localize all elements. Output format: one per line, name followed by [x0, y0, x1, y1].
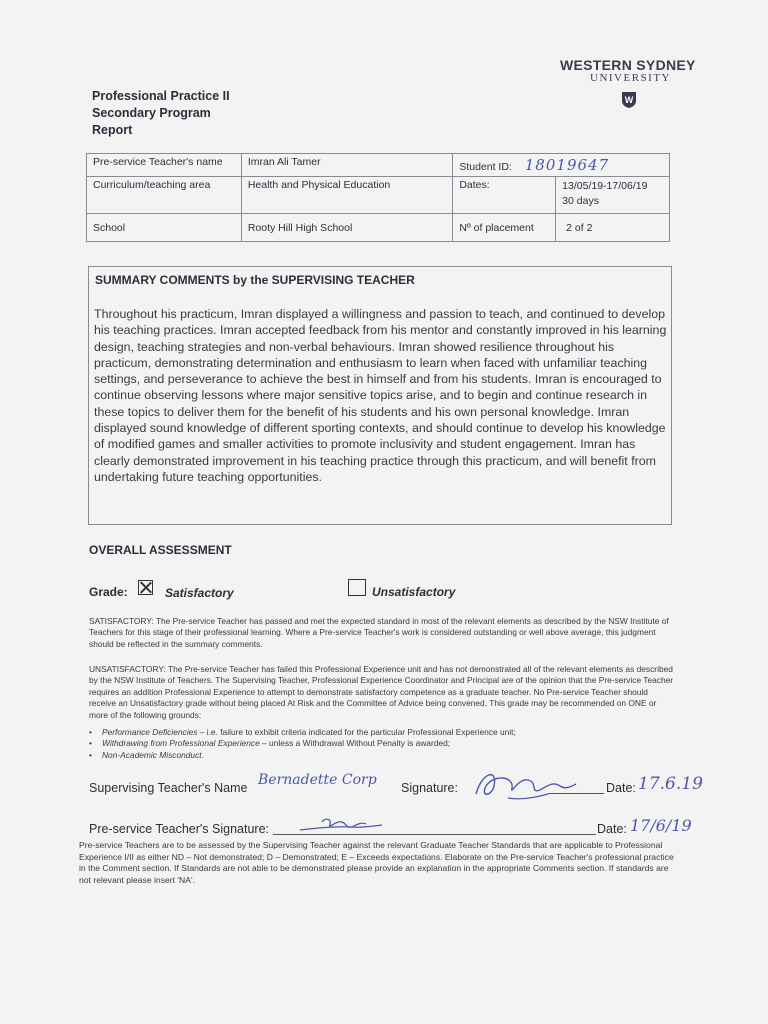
supervisor-signature-image — [468, 764, 578, 804]
satisfactory-checkbox[interactable] — [138, 580, 153, 595]
student-id-label: Student ID: — [459, 161, 512, 173]
unsatisfactory-label: Unsatisfactory — [372, 585, 456, 599]
list-item: • Non-Academic Misconduct. — [89, 750, 674, 761]
curriculum-label: Curriculum/teaching area — [87, 177, 242, 214]
unsatisfactory-description: UNSATISFACTORY: The Pre-service Teacher has failed this Professional Experience unit and has not demonstrated all of the relevant elements as described by the NSW Institute of Teachers. The Supervising Teacher, Professional Experience Coordinator and Principal are of the opinion that the Pre-service Teacher requires an addition Professional Experience to attempt to demonstrate satisfactory competence as a graduate teacher. No Pre-service Teacher should receive an Unsatisfactory grade without being placed At Risk and the Committee of Advice being convened. This grade may be recommended on ONE or more of the following grounds: — [89, 664, 674, 720]
list-item: • Withdrawing from Professional Experience – unless a Withdrawal Without Penalty is awarded; — [89, 738, 674, 749]
document-title — [92, 88, 230, 139]
satisfactory-description: SATISFACTORY: The Pre-service Teacher has passed and met the expected standard in most of the relevant elements as described by the NSW Institute of Teachers for this stage of their professional learning. Where a Pre-service Teacher's work is considered outstanding or well above average, this judgment should be reflected in the summary comments. — [89, 616, 669, 649]
summary-heading: SUMMARY COMMENTS by the SUPERVISING TEACHER — [95, 273, 415, 287]
preservice-date-label: Date: — [597, 822, 627, 836]
title-line-3: Report — [92, 123, 133, 137]
dates-value: 13/05/19-17/06/19 — [562, 180, 648, 192]
preservice-date-handwritten: 17/6/19 — [630, 816, 692, 835]
student-info-table — [86, 153, 670, 242]
satisfactory-label: Satisfactory — [165, 586, 234, 600]
school-value: Rooty Hill High School — [241, 214, 452, 242]
name-label: Pre-service Teacher's name — [87, 154, 242, 177]
supervisor-date-handwritten: 17.6.19 — [638, 774, 703, 794]
supervisor-name-handwritten: Bernadette Corp — [258, 772, 377, 788]
list-item: • Performance Deficiencies – i.e. failure to exhibit criteria indicated for the particular Professional Experience unit; — [89, 727, 674, 738]
curriculum-value: Health and Physical Education — [241, 177, 452, 214]
days-value: 30 days — [562, 195, 599, 207]
grounds-list — [89, 727, 674, 761]
name-value: Imran Ali Tamer — [241, 154, 452, 177]
overall-assessment-heading: OVERALL ASSESSMENT — [89, 543, 232, 557]
title-line-2: Secondary Program — [92, 106, 211, 120]
university-shield-icon — [621, 91, 637, 109]
standards-footnote: Pre-service Teachers are to be assessed by the Supervising Teacher against the relevant Graduate Teacher Standards that are applicable to Professional Experience I/II as either ND – Not demonstrated; D – Demonstrated; E – Exceeds expectations. Elaborate on the Pre-service Teacher's professional practice in the Comment section. If Standards are not able to be demonstrated please provide an explanation in the appropriate Comments section. If standards are not relevant please insert 'NA'. — [79, 840, 674, 885]
student-id-cell — [453, 154, 670, 177]
supervisor-signature-label: Signature: — [401, 781, 458, 795]
grade-label: Grade: — [89, 585, 128, 599]
university-logo-name: WESTERN SYDNEY — [560, 57, 696, 73]
student-id-value: 18019647 — [524, 156, 610, 174]
table-row — [87, 177, 670, 214]
preservice-signature-label: Pre-service Teacher's Signature: — [89, 822, 270, 836]
supervisor-name-label: Supervising Teacher's Name — [89, 781, 248, 795]
dates-label: Dates: — [453, 177, 556, 214]
supervisor-date-label: Date: — [606, 781, 636, 795]
school-label: School — [87, 214, 242, 242]
shield-letter: W — [624, 95, 634, 105]
university-logo-sub: UNIVERSITY — [590, 72, 671, 84]
preservice-signature-line — [273, 834, 596, 835]
table-row — [87, 214, 670, 242]
title-line-1: Professional Practice II — [92, 89, 230, 103]
supervisor-signature-line — [548, 793, 604, 794]
placement-label: Nº of placement — [453, 214, 556, 242]
dates-value-cell — [556, 177, 670, 214]
table-row — [87, 154, 670, 177]
summary-comments: Throughout his practicum, Imran displayed a willingness and passion to teach, and continued to develop his teaching practices. Imran accepted feedback from his mentor and constantly improved in his learning design, teaching strategies and non-verbal behaviours. Imran showed resilience throughout his practicum, demonstrating determination and enthusiasm to learn when faced with unfamiliar teaching settings, and perseverance to achieve the best in himself and from his students. Imran is encouraged to continue observing lessons where major sensitive topics arise, and to begin and continue research in these topics to deliver them for the benefit of his students and his own personal knowledge. Imran displayed sound knowledge of different sporting contexts, and should continue to develop his knowledge of modified games and smaller activities to promote inclusivity and student engagement. Imran has clearly demonstrated improvement in his teaching practice through this practicum, and will benefit from undertaking future teaching opportunities. — [94, 307, 667, 484]
unsatisfactory-checkbox[interactable] — [348, 579, 366, 596]
placement-value: 2 of 2 — [556, 214, 670, 242]
